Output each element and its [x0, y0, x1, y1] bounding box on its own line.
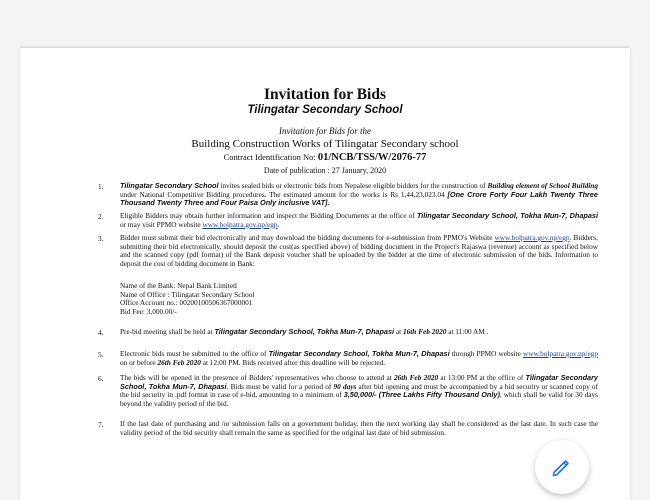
item-text: . Bidders, submitting their bid electronically, should deposit the cost(as specified above) of bidding document in the Project's Rajaswa (revenue) account as specified below and the scanned copy (pdf format) of the Bank deposit voucher shall be uploaded by the bidder at the time of electronic submission of the bids. Information to deposit the cost of bidding document in Bank:: [120, 233, 598, 268]
item-text: or may visit PPMO website: [120, 219, 203, 229]
meeting-place: Tilingatar Secondary School, Tokha Mun-7, Dhapasi: [214, 327, 395, 336]
item-text: , which shall be valid for 30 days beyond the validity period of the bid.: [120, 390, 598, 408]
item-text: .: [277, 219, 280, 229]
item-number: 3.: [98, 234, 104, 243]
viewer-top-area: [0, 0, 650, 48]
bank-account: Office Account no.: 00200100506367000001: [120, 298, 253, 308]
bank-name: Name of the Bank: Nepal Bank Limited: [120, 281, 237, 290]
item-text: after bid opening and must be accompanied by a bid security or scanned copy of the bid security in .pdf format in case of e-bid, amounting to a minimum of: [120, 381, 598, 400]
item-number: 2.: [98, 212, 104, 221]
item-text: The bids will be opened in the presence of Bidders' representatives who choose to attend at: [120, 373, 394, 382]
opening-place: Tilingatar Secondary School, Tokha Mun-7, Dhapasi: [120, 373, 598, 391]
item-text: on or before: [120, 357, 158, 367]
item-text: . Bids must be valid for a period of: [226, 381, 334, 391]
item-text: Bidder must submit their bid electronically and may download the bidding documents for e-submission from PPMO's Website: [120, 233, 495, 242]
school-name-heading: Tilingatar Secondary School: [247, 104, 403, 116]
item-text: If the last date of purchasing and /or submission falls on a government holiday, then the next working day shall be considered as the last date. In such case the validity period of the bid security shall remain the same as specified for the original last date of bid submission.: [120, 419, 598, 437]
bank-office: Name of Office : Tilingatar Secondary School: [120, 289, 255, 299]
item-number: 5.: [98, 350, 104, 359]
item-text: Pre-bid meeting shall be held at: [120, 327, 215, 336]
item-text: at 11:00 AM .: [446, 327, 489, 336]
list-item: [120, 420, 598, 437]
validity-days: 90 days: [333, 381, 357, 391]
item-number: 4.: [98, 328, 104, 337]
submission-date: 26th Feb 2020: [157, 357, 201, 367]
office-address: Tilingatar Secondary School, Tokha Mun-7, Dhapasi: [416, 211, 599, 220]
invite-line: Invitation for Bids for the: [279, 126, 371, 136]
edit-fab-button[interactable]: [535, 440, 589, 494]
list-item: [120, 350, 598, 367]
contract-prefix: Contract Identification No:: [223, 152, 316, 162]
item-text: Electronic bids must be submitted to the office of: [120, 349, 269, 358]
list-item: [120, 212, 598, 229]
contract-identification: [20, 152, 630, 163]
publication-date: Date of publication : 27 January, 2020: [263, 166, 387, 175]
list-item: [120, 328, 598, 337]
estimated-amount: [One Crore Forty Four Lakh Twenty Three Thousand Twenty Three and Four Paisa Only inclusive VAT].: [120, 189, 598, 208]
ppmo-link[interactable]: www.bolpatra.gov.np/egp: [202, 219, 278, 229]
bid-fee: Bid Fee: 3,000.00/-: [120, 306, 177, 316]
bid-security-amount: 3,50,000/- (Three Lakhs Fifty Thousand Only): [343, 390, 500, 400]
item-text: invites sealed bids or electronic bids from Nepalese eligible bidders for the construction of: [218, 181, 488, 190]
ppmo-link[interactable]: www.bolpatra.gov.np/egp: [494, 233, 570, 242]
item-text: Eligible Bidders may obtain further information and inspect the Bidding Documents at the office of: [120, 211, 417, 220]
item-number: 6.: [98, 374, 104, 383]
ppmo-link[interactable]: www.bolpatra.gov.np/egp: [522, 349, 598, 358]
list-item: [120, 374, 598, 408]
work-name: Building element of School Building: [487, 181, 598, 190]
item-number: 1.: [98, 182, 104, 191]
item-text: at: [394, 327, 403, 336]
document-title: Invitation for Bids: [263, 86, 387, 103]
item-text: at 13:00 PM at the office of: [438, 373, 526, 382]
item-number: 7.: [98, 420, 104, 429]
document-page: [20, 48, 630, 500]
school-name: Tilingatar Secondary School: [120, 181, 219, 190]
project-line: Building Construction Works of Tilingatar Secondary school: [191, 138, 459, 150]
submission-place: Tilingatar Secondary School, Tokha Mun-7, Dhapasi: [268, 349, 450, 358]
list-item: [120, 182, 598, 208]
list-item: [120, 234, 598, 268]
contract-number: 01/NCB/TSS/W/2076-77: [317, 152, 427, 163]
opening-date: 26th Feb 2020: [393, 373, 439, 382]
bank-details: [120, 282, 254, 316]
meeting-date: 16th Feb 2020: [402, 327, 447, 336]
item-text: under National Competitive Bidding procedures. The estimated amount for the works is Rs 1,44,23,023.04: [120, 189, 448, 199]
item-text: at 12:00 PM. Bids received after this deadline will be rejected.: [200, 357, 386, 367]
item-text: through PPMO website: [449, 349, 523, 358]
